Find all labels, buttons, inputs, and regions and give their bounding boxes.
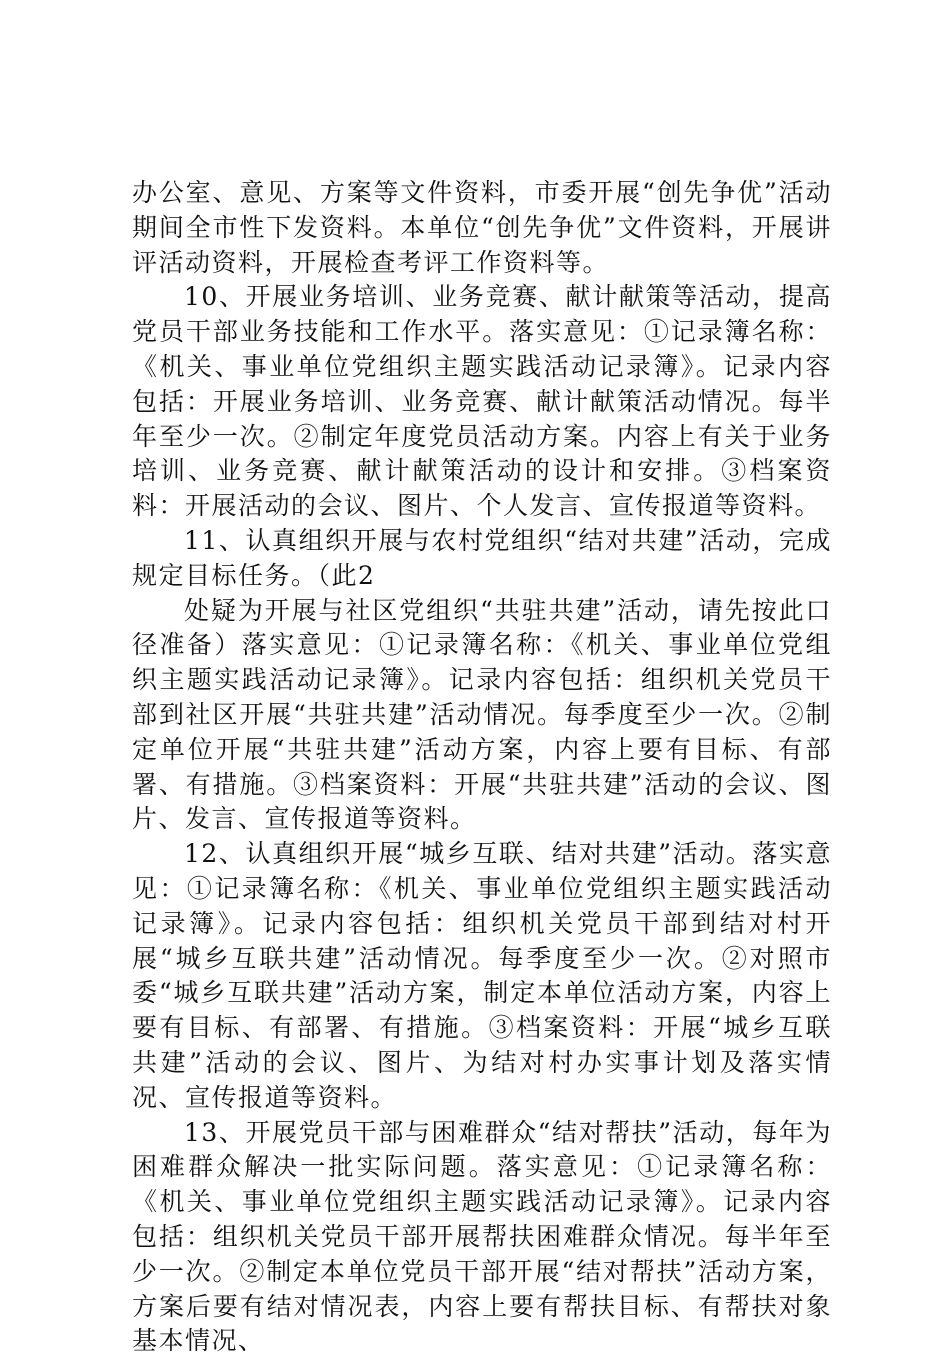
document-body	[132, 176, 832, 1359]
paragraph-item-12: 12、认真组织开展“城乡互联、结对共建”活动。落实意见：①记录簿名称：《机关、事业单位党组织主题实践活动记录簿》。记录内容包括：组织机关党员干部到结对村开展“城乡互联共建”活动情况。每季度至少一次。②对照市委“城乡互联共建”活动方案，制定本单位活动方案，内容上要有目标、有部署、有措施。③档案资料：开展“城乡互联共建”活动的会议、图片、为结对村办实事计划及落实情况、宣传报道等资料。	[132, 839, 832, 1112]
paragraph-continued-files: 办公室、意见、方案等文件资料，市委开展“创先争优”活动期间全市性下发资料。本单位“创先争优”文件资料，开展讲评活动资料，开展检查考评工作资料等。	[132, 178, 832, 277]
paragraph-item-10: 10、开展业务培训、业务竞赛、献计献策等活动，提高党员干部业务技能和工作水平。落实意见：①记录簿名称：《机关、事业单位党组织主题实践活动记录簿》。记录内容包括：开展业务培训、业务竞赛、献计献策活动情况。每半年至少一次。②制定年度党员活动方案。内容上有关于业务培训、业务竞赛、献计献策活动的设计和安排。③档案资料：开展活动的会议、图片、个人发言、宣传报道等资料。	[132, 282, 832, 521]
paragraph-item-11-note: 处疑为开展与社区党组织“共驻共建”活动，请先按此口径准备）落实意见：①记录簿名称：《机关、事业单位党组织主题实践活动记录簿》。记录内容包括：组织机关党员干部到社区开展“共驻共建”活动情况。每季度至少一次。②制定单位开展“共驻共建”活动方案，内容上要有目标、有部署、有措施。③档案资料：开展“共驻共建”活动的会议、图片、发言、宣传报道等资料。	[132, 595, 832, 834]
paragraph-item-13: 13、开展党员干部与困难群众“结对帮扶”活动，每年为困难群众解决一批实际问题。落实意见：①记录簿名称：《机关、事业单位党组织主题实践活动记录簿》。记录内容包括：组织机关党员干部开展帮扶困难群众情况。每半年至少一次。②制定本单位党员干部开展“结对帮扶”活动方案，方案后要有结对情况表，内容上要有帮扶目标、有帮扶对象基本情况、	[132, 1117, 832, 1356]
paragraph-item-11: 11、认真组织开展与农村党组织“结对共建”活动，完成规定目标任务。（此2	[132, 525, 832, 590]
